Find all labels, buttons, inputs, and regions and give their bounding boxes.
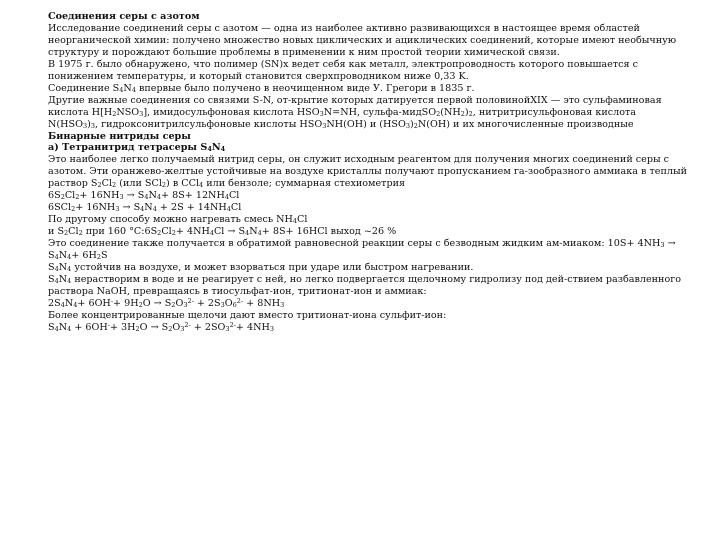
text-line: раствор $S_2Cl_2$ (или SCl$_2$) в CCl$_4$ или бензоле; суммарная стехиометрия — [48, 178, 406, 190]
text-line: $N(HSO_3)_3$, гидроксонитрилсульфоновые кислоты $HSO_3NH(OH)$ и $(HSO_3)_2N(OH)$ и их многочисленные производные — [48, 118, 634, 130]
text-line: Это наиболее легко получаемый нитрид серы, он служит исходным реагентом для получения многих соединений серы с — [48, 154, 670, 166]
text-line: Соединение $S_4N_4$ впервые было получено в неочищенном виде У. Грегори в 1835 г. — [48, 82, 475, 94]
text-line: В 1975 г. было обнаружено, что полимер (SN)x ведет себя как металл, электропроводность которого повышается с — [48, 58, 638, 70]
text-line: $S_4N_4$ устойчив на воздухе, и может взорваться при ударе или быстром нагревании. — [48, 262, 474, 274]
text-line: $S_4N_4 + 6OH^-+ 3H_2O \to S_2O_3^{2-} + 2SO_3^{2-}+ 4NH_3$ — [48, 320, 274, 333]
text-line: Это соединение также получается в обратимой равновесной реакции серы с безводным жидким ам-миаком: $10S+ 4NH_3$ → — [48, 238, 676, 250]
text-line: и $S_2Cl_2$ при 160 $^\circ C:6S_2Cl_2+ 4NH_4Cl \to S_4N_4+ 8S+ 16HCl$ выход ~26 % — [48, 226, 397, 238]
text-line: азотом. Эти оранжево-желтые устойчивые на воздухе кристаллы получают пропусканием га-зообразного аммиака в теплый — [48, 166, 687, 178]
document-body — [48, 11, 698, 334]
text-line: $S_4N_4+ 6H_2S$ — [48, 250, 108, 262]
text-line: $6S_2Cl_2+ 16NH_3 \to S_4N_4+ 8S+ 12NH_4Cl$ — [48, 190, 240, 202]
text-line: $2S_4N_4+ 6OH^-+ 9H_2O \to S_2O_3^{2-} + 2S_3O_6^{2-} + 8NH_3$ — [48, 296, 285, 309]
text-line: Более концентрированные щелочи дают вместо тритионат-иона сульфит-ион: — [48, 309, 447, 321]
text-line: кислота $H[H_2NSO_3]$, имидосульфоновая кислота $HSO_3N=NH$, сульфа-$мидSO_2(NH_2)_2$, нитритрисульфоновая кислота — [48, 106, 637, 118]
section-heading: а) Тетранитрид тетрасеры $S_4N_4$ — [48, 142, 226, 154]
text-line: структуру и порождают большие проблемы в применении к ним простой теории химической связи. — [48, 46, 560, 58]
section-heading: Бинарные нитриды серы — [48, 130, 191, 142]
text-line: $6SCl_2+ 16NH_3 \to S_4N_4 + 2S + 14NH_4Cl$ — [48, 202, 242, 214]
section-heading: Соединения серы с азотом — [48, 11, 200, 22]
text-line: $S_4N_4$ нерастворим в воде и не реагирует с ней, но легко подвергается щелочному гидролизу под дей-ствием разбавленного — [48, 273, 682, 285]
text-line: раствора NaOH, превращаясь в тиосульфат-ион, тритионат-ион и аммиак: — [48, 285, 427, 297]
text-line: неорганической химии: получено множество новых циклических и ациклических соединений, которые имеют необычную — [48, 34, 677, 46]
text-line: понижением температуры, и который становится сверхпроводником ниже 0,33 K. — [48, 70, 469, 82]
text-line: Исследование соединений серы с азотом — одна из наиболее активно развивающихся в настоящее время областей — [48, 22, 640, 34]
text-line: По другому способу можно нагревать смесь $NH_4Cl$ — [48, 214, 308, 226]
text-line: Другие важные соединения со связями S-N, от-крытие которых датируется первой половинойXIX — это сульфаминовая — [48, 94, 662, 106]
